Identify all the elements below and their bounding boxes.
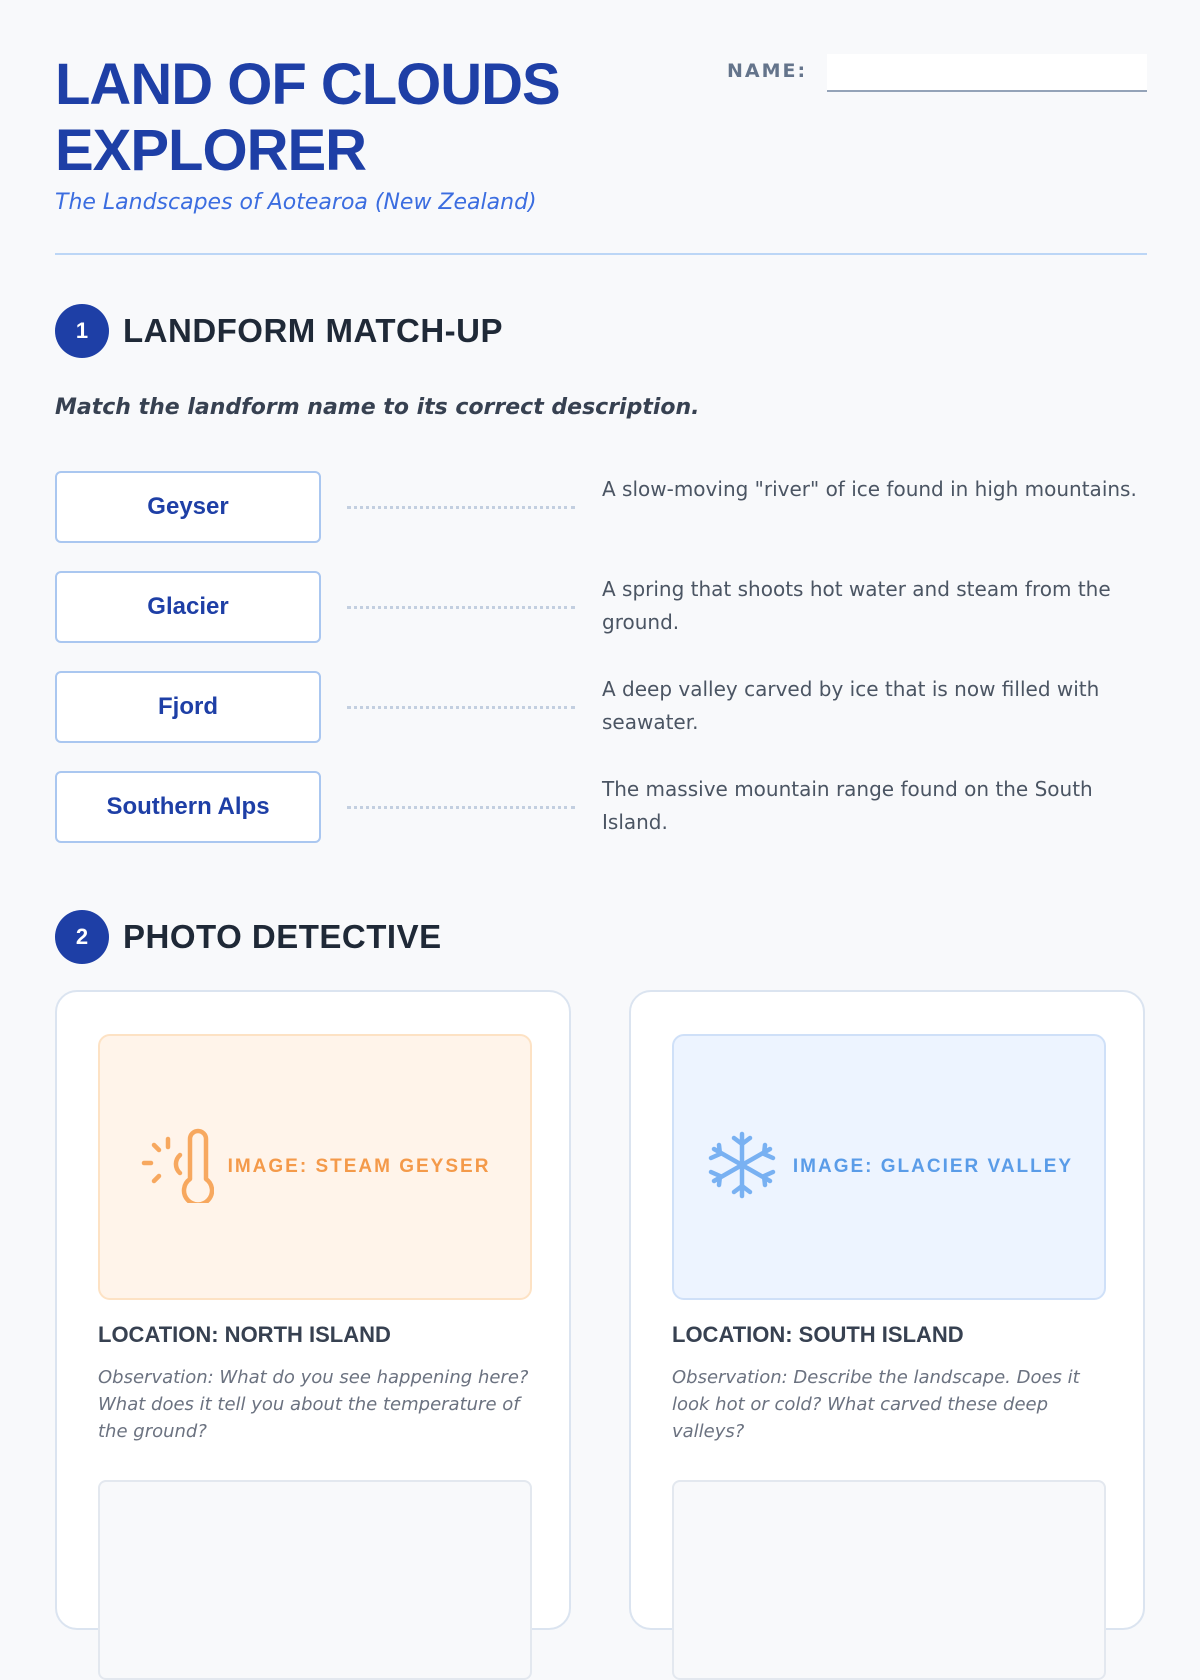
section-1-number: 1 (55, 304, 109, 358)
match-row (55, 471, 1147, 543)
match-line[interactable] (347, 506, 575, 509)
observation-prompt-glacier: Observation: Describe the landscape. Does it look hot or cold? What carved these deep valleys? (672, 1367, 1080, 1442)
match-row (55, 771, 1147, 843)
page-subtitle: The Landscapes of Aotearoa (New Zealand) (55, 190, 537, 215)
page-title (55, 52, 560, 184)
section-2-header (55, 910, 442, 964)
title-line-1: LAND OF CLOUDS (55, 52, 560, 117)
section-1-title: LANDFORM MATCH-UP (123, 312, 503, 349)
description-3[interactable]: A deep valley carved by ice that is now filled with seawater. (602, 677, 1100, 734)
worksheet (55, 0, 1147, 1600)
match-instructions: Match the landform name to its correct description. (55, 395, 700, 420)
section-1-header (55, 304, 503, 358)
name-label: NAME: (727, 60, 808, 82)
header-divider (55, 253, 1147, 255)
location-south-island: LOCATION: SOUTH ISLAND (672, 1322, 964, 1347)
image-label-glacier: IMAGE: GLACIER VALLEY (792, 1156, 1074, 1177)
description-1[interactable]: A slow-moving "river" of ice found in high mountains. (602, 477, 1137, 501)
title-line-2: EXPLORER (55, 118, 367, 183)
match-line[interactable] (347, 606, 575, 609)
photo-card-glacier (629, 990, 1145, 1630)
thermometer-sun-icon (140, 1127, 214, 1207)
section-2-title: PHOTO DETECTIVE (123, 918, 442, 955)
image-placeholder-glacier (672, 1034, 1106, 1300)
answer-box-geyser[interactable] (98, 1480, 532, 1680)
image-label-geyser: IMAGE: STEAM GEYSER (227, 1156, 491, 1177)
section-2-number: 2 (55, 910, 109, 964)
term-geyser[interactable]: Geyser (55, 471, 321, 543)
name-field[interactable] (827, 54, 1147, 92)
term-southern-alps[interactable]: Southern Alps (55, 771, 321, 843)
snowflake-icon (705, 1130, 779, 1204)
match-row (55, 571, 1147, 643)
observation-prompt-geyser: Observation: What do you see happening here? What does it tell you about the temperature of the ground? (98, 1367, 529, 1442)
term-fjord[interactable]: Fjord (55, 671, 321, 743)
term-glacier[interactable]: Glacier (55, 571, 321, 643)
photo-card-geyser (55, 990, 571, 1630)
match-line[interactable] (347, 806, 575, 809)
description-2[interactable]: A spring that shoots hot water and steam from the ground. (602, 577, 1111, 634)
match-line[interactable] (347, 706, 575, 709)
location-north-island: LOCATION: NORTH ISLAND (98, 1322, 391, 1347)
description-4[interactable]: The massive mountain range found on the South Island. (602, 777, 1093, 834)
answer-box-glacier[interactable] (672, 1480, 1106, 1680)
match-row (55, 671, 1147, 743)
image-placeholder-geyser (98, 1034, 532, 1300)
